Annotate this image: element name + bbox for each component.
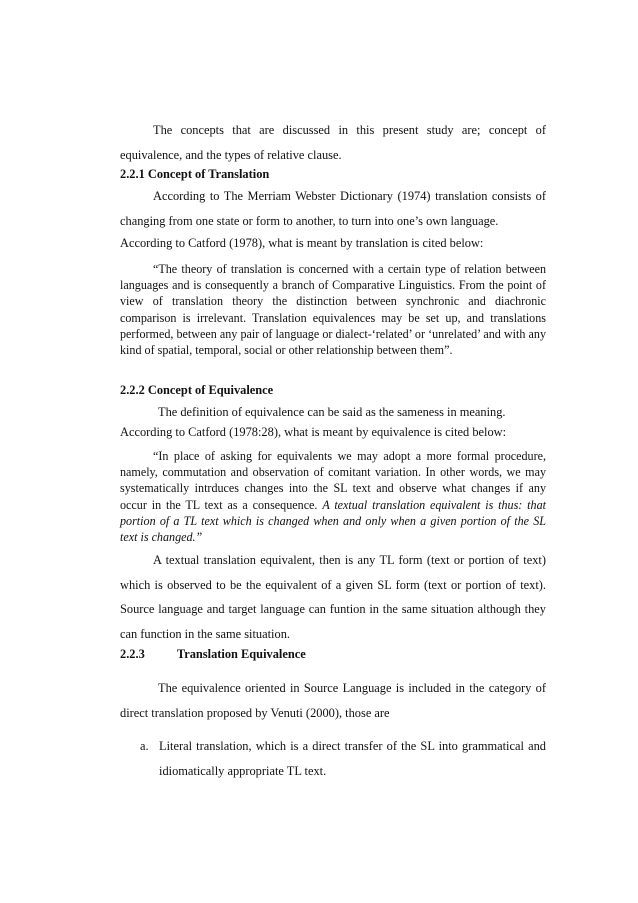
list-marker: a. [140, 739, 149, 753]
paragraph-venuti: The equivalence oriented in Source Language is included in the category of direct translation proposed by Venuti (2000), those are [120, 681, 546, 720]
section-heading-2-2-3 [120, 647, 306, 662]
intro-paragraph: The concepts that are discussed in this present study are; concept of equivalence, and the types of relative clause. [120, 123, 546, 162]
section-heading-2-2-2 [120, 383, 273, 398]
section-title: Concept of Translation [147, 167, 270, 181]
section-heading-2-2-1 [120, 167, 269, 182]
block-quote-catford-equivalence [120, 448, 546, 545]
paragraph-textual-equivalent: A textual translation equivalent, then is any TL form (text or portion of text) which is observed to be the equivalent of a given SL form (text or portion of text). Source language and target language can funtion in the same situation although they can function in the same situation. [120, 553, 546, 641]
list-item [140, 734, 546, 783]
block-quote-catford-translation: “The theory of translation is concerned with a certain type of relation between languages and is consequently a branch of Comparative Linguistics. From the point of view of translation theory the distinction between synchronic and diachronic comparison is irrelevant. Translation equivalences may be set up, and translations performed, between any pair of language or dialect-‘related’ or ‘unrelated’ and with any kind of spatial, temporal, social or other relationship between them”. [120, 262, 546, 358]
section-number: 2.2.3 [120, 647, 145, 661]
section-number: 2.2.1 [120, 167, 145, 181]
quote-text: “In place of asking for equivalents we may adopt a more formal procedure, namely, commutation and observation of comitant variation. In other words, we may systematically intrduces changes into the SL text and observe what changes if any occur in the TL text as a consequence. [120, 449, 546, 512]
paragraph-merriam-webster: According to The Merriam Webster Dictionary (1974) translation consists of changing from one state or form to another, to turn into one’s own language. [120, 189, 546, 228]
quote-italic-text: A textual translation equivalent is thus: that portion of a TL text which is changed when and only when a given portion of the SL text is changed.” [120, 497, 546, 545]
paragraph-catford-intro: According to Catford (1978), what is meant by translation is cited below: [120, 236, 484, 250]
section-title: Concept of Equivalence [147, 383, 274, 397]
section-number: 2.2.2 [120, 383, 145, 397]
section-title: Translation Equivalence [176, 647, 306, 661]
paragraph-catford-equivalence-intro: According to Catford (1978:28), what is meant by equivalence is cited below: [120, 425, 507, 439]
paragraph-equivalence-definition: The definition of equivalence can be said as the sameness in meaning. [158, 405, 506, 419]
list-item-text: Literal translation, which is a direct transfer of the SL into grammatical and idiomatically appropriate TL text. [159, 739, 546, 778]
